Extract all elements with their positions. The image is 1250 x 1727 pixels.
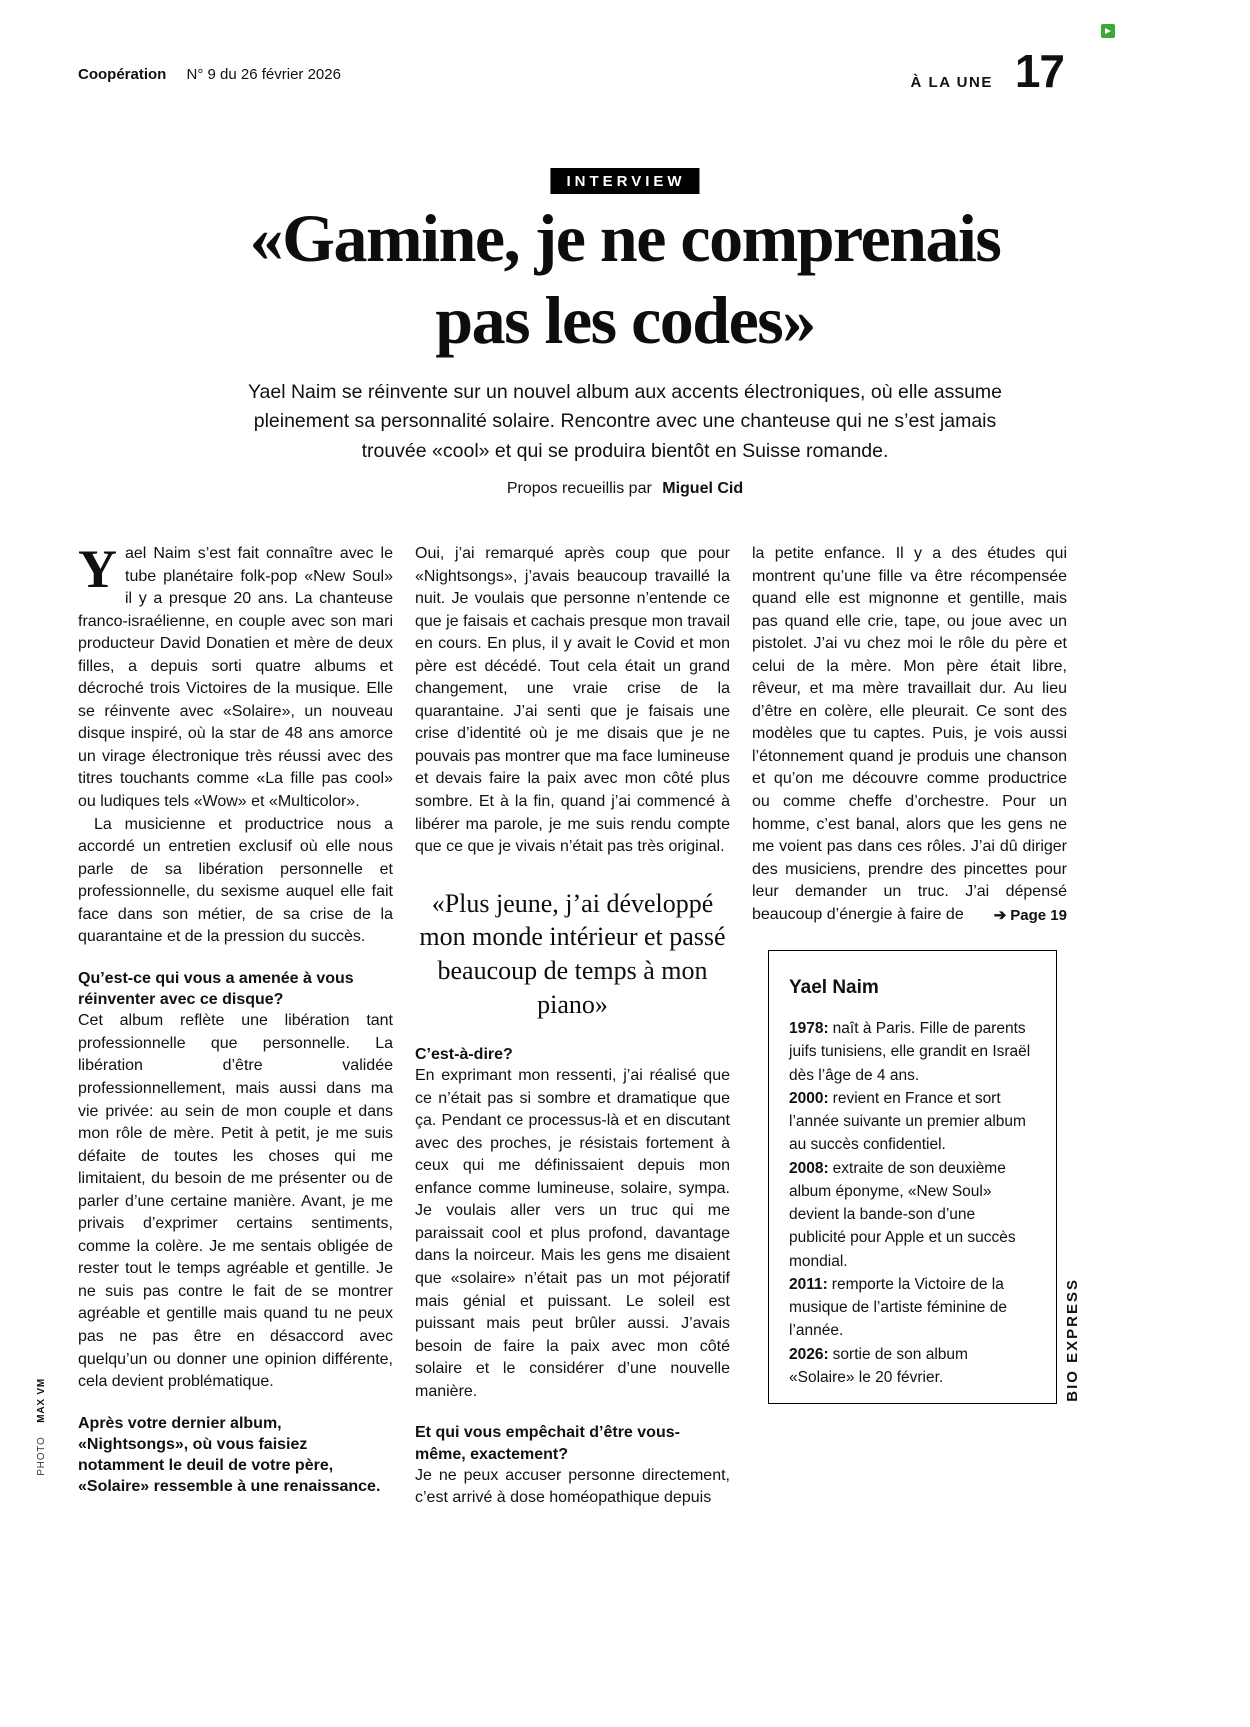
article-title-line1: «Gamine, je ne comprenais (249, 200, 1001, 276)
bio-text: sortie de son album «Solaire» le 20 février. (789, 1345, 968, 1386)
green-corner-mark-icon (1101, 24, 1115, 38)
bio-year: 2008: (789, 1159, 829, 1177)
kicker-interview: INTERVIEW (550, 168, 699, 194)
bio-express (768, 950, 1081, 1404)
continued-page-label: Page 19 (1010, 907, 1067, 925)
bio-entry (789, 1087, 1036, 1157)
bio-box (768, 950, 1057, 1404)
interview-answer: Cet album reflète une libération tant professionnelle que personnelle. La libération d’être validée professionnellement, mais aussi dans ma vie privée: au sein de mon couple et dans mon rôle de mère. Petit à petit, je me suis défaite de toutes les choses qui me limitaient, du besoin de me présenter ou de parler d’une certaine manière. Avant, je me privais d’exprimer certains sentiments, comme la colère. Je me sentais obligée de rester tout le temps agréable et gentille. Je ne suis pas contre le fait de se montrer agréable et gentille mais quand tu ne peux pas ne pas être en désaccord avec quelqu’un ou donner une opinion différente, cela devient problématique. (78, 1012, 393, 1391)
byline (0, 480, 1250, 498)
column-1 (78, 539, 393, 1510)
continued-on-page-ref (994, 905, 1067, 926)
bio-entry (789, 1343, 1036, 1390)
bio-text: naît à Paris. Fille de parents juifs tunisiens, elle grandit en Israël dès l’âge de 4 ans. (789, 1020, 1031, 1084)
issue-info: N° 9 du 26 février 2026 (186, 66, 341, 83)
article-lede: Yael Naim se réinvente sur un nouvel album aux accents électroniques, où elle assume pleinement sa personnalité solaire. Rencontre avec une chanteuse qui ne s’est jamais trouvée «cool» et qui se produira bientôt en Suisse romande. (247, 381, 1003, 462)
bio-express-side-label: BIO EXPRESS (1063, 1278, 1081, 1403)
bio-entry (789, 1017, 1036, 1087)
running-head-right (0, 45, 1064, 97)
bio-year: 2011: (789, 1275, 828, 1293)
article-title-line2: pas les codes» (435, 281, 815, 358)
page-number: 17 (1014, 45, 1064, 97)
paragraph (78, 539, 393, 814)
interview-question: Après votre dernier album, «Nightsongs», où vous faisiez notamment le deuil de votre père, «Solaire» ressemble à une renaissance. (78, 1414, 381, 1496)
interview-question: Qu’est-ce qui vous a amenée à vous réinventer avec ce disque? (78, 969, 354, 1009)
bio-text: extraite de son deuxième album éponyme, «New Soul» devient la bande-son d’une publicité pour Apple et un succès mondial. (789, 1159, 1016, 1270)
interview-answer: Je ne peux accuser personne directement, c’est arrivé à dose homéopathique depuis (415, 1466, 730, 1507)
photo-credit-name: MAX VM (36, 1378, 47, 1423)
article-title (0, 198, 1250, 361)
magazine-name: Coopération (78, 66, 167, 83)
paragraph-text: la petite enfance. Il y a des études qui montrent qu’une fille va être récompensée quand elle est mignonne et gentille, mais pas quand elle crie, tape, ou joue avec un pistolet. J’ai vu chez moi le rôle du père et celui de la mère. Mon père était libre, rêveur, et ma mère travaillait dur. Au lieu d’être en colère, elle pleurait. Ce sont des modèles que tu captes. Puis, je vois aussi l’étonnement quand je produis une chanson et qu’on me découvre comme productrice ou comme cheffe d’orchestre. Pour un homme, c’est banal, alors que les gens ne me voient pas dans ces rôles. J’ai dû diriger des musiciens, prendre des pincettes pour leur demander un truc. J’ai dépensé beaucoup d’énergie à faire de (752, 545, 1067, 923)
bio-text: revient en France et sort l’année suivante un premier album au succès confidentiel. (789, 1089, 1026, 1154)
paragraph: La musicienne et productrice nous a accordé un entretien exclusif où elle nous parle de sa libération personnelle et professionnelle, du sexisme auquel elle fait face dans son métier, de sa crise de la quarantaine et de la pression du succès. (78, 815, 393, 946)
byline-author: Miguel Cid (662, 480, 744, 497)
bio-year: 2026: (789, 1345, 829, 1363)
interview-answer: Oui, j’ai remarqué après coup que pour «Nightsongs», j’avais beaucoup travaillé la nuit. Je voulais que personne n’entende ce que je faisais et cachais presque mon travail en cours. En plus, il y avait le Covid et mon père est décédé. Tout cela était un grand changement, une vraie crise de la quarantaine. J’ai senti que je faisais une crise d’identité où je me disais que je ne pouvais pas montrer que ma face lumineuse et devais faire la paix avec mon côté plus sombre. Et à la fin, quand j’ai commencé à libérer ma parole, je me suis rendu compte que ce que je vivais n’était pas très original. (415, 545, 730, 856)
arrow-right-icon: ➔ (993, 907, 1007, 925)
bio-entry (789, 1157, 1036, 1273)
photo-credit-label: PHOTO (36, 1436, 47, 1476)
pull-quote: «Plus jeune, j’ai développé mon monde intérieur et passé beaucoup de temps à mon piano» (419, 888, 726, 1020)
column-2 (415, 543, 730, 1510)
bio-year: 1978: (789, 1020, 829, 1038)
interview-question: Et qui vous empêchait d’être vous-même, exactement? (415, 1424, 680, 1463)
byline-prefix: Propos recueillis par (506, 480, 652, 497)
section-label: À LA UNE (910, 74, 993, 91)
bio-entry (789, 1273, 1036, 1343)
article-body (78, 539, 1081, 1510)
photo-credit (36, 1378, 47, 1476)
interview-answer: En exprimant mon ressenti, j’ai réalisé que ce n’était pas si sombre et dramatique que ça. Pendant ce processus-là et en discutant avec des proches, je résistais fortement à ceux qui me définissaient depuis mon enfance comme lumineuse, solaire, sympa. Je voulais aller vers un truc qui me paraissait cool et plus profond, davantage dans la noirceur. Mais les gens me disaient que «solaire» n’était pas un mot péjoratif mais génial et puissant. Le soleil est puissant mais peut brûler aussi. J’avais besoin de faire la paix avec mon côté solaire et le considérer d’une nouvelle manière. (415, 1067, 730, 1400)
bio-year: 2000: (789, 1089, 829, 1107)
bio-text: remporte la Victoire de la musique de l’artiste féminine de l’année. (789, 1275, 1007, 1340)
paragraph (752, 543, 1067, 926)
interview-question: C’est-à-dire? (415, 1045, 513, 1063)
drop-cap: Y (78, 539, 117, 599)
bio-name: Yael Naim (789, 977, 879, 999)
paragraph-text: ael Naim s’est fait connaître avec le tube planétaire folk-pop «New Soul» il y a presque 20 ans. La chanteuse franco-israélienne, en couple avec son mari producteur David Donatien et mère de deux filles, a depuis sorti quatre albums et décroché trois Victoires de la musique. Elle se réinvente avec «Solaire», un nouveau disque inspiré, où la star de 48 ans amorce un virage électronique très réussi avec des titres touchants comme «La fille pas cool» ou ludiques tels «Wow» et «Multicolor». (78, 545, 393, 811)
column-3 (752, 543, 1081, 1510)
